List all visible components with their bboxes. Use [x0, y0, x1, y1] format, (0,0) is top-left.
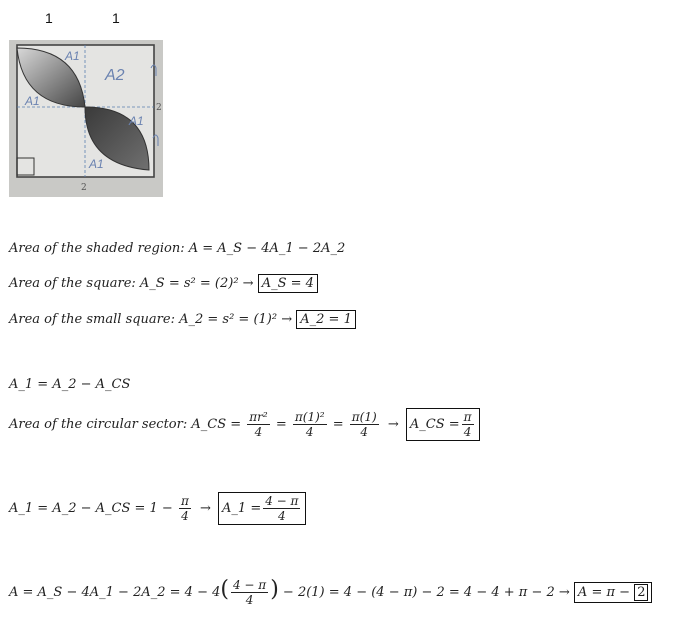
a1-calc-fraction: $\frac{\pi}{4}$ [180, 494, 189, 523]
equation-circular-sector: Area of the circular sector: A_CS = $\frac{\text{πr²}}{4}$ = $\frac{\text{π(1)²}}{4}$ = $\frac{\pi(1)}{4}$ → A_CS = $\frac{\pi}{4}$ [9, 408, 480, 441]
geometry-photo [9, 40, 163, 197]
sector-fraction-3: $\frac{\pi(1)}{4}$ [351, 410, 377, 439]
equation-final: A = A_S − 4A_1 − 2A_2 = 4 − 4( $\frac{4 - \pi}{4}$ ) − 2(1) = 4 − (4 − π) − 2 = 4 − 4 + π − 2 → A = π − 2 [9, 577, 652, 607]
label-a1-bottom: A1 [89, 157, 104, 171]
final-inner-box: 2 [634, 584, 648, 601]
sector-text: Area of the circular sector: A_CS = [9, 417, 242, 432]
final-text-2: − 2(1) = 4 − (4 − π) − 2 = 4 − 4 + π − 2 → [282, 585, 570, 600]
label-a1-top: A1 [65, 49, 80, 63]
equation-small-square [9, 310, 356, 329]
label-a1-left: A1 [25, 94, 40, 108]
top-number-1: 1 [45, 10, 53, 26]
final-result-box: A = π − 2 [574, 582, 653, 603]
square-result-box: A_S = 4 [258, 274, 318, 293]
top-number-2: 1 [112, 10, 120, 26]
side-length-right: 2 [156, 103, 162, 113]
small-square-result-box: A_2 = 1 [296, 310, 356, 329]
equation-shaded-region: Area of the shaded region: A = A_S − 4A_1 − 2A_2 [9, 241, 346, 256]
side-length-bottom: 2 [81, 183, 87, 193]
small-square-text: Area of the small square: A_2 = s² = (1)² → [9, 312, 293, 327]
final-fraction: $\frac{4 - \pi}{4}$ [232, 578, 267, 607]
equation-square [9, 274, 318, 293]
a1-calc-text: A_1 = A_2 − A_CS = 1 − [9, 501, 173, 516]
label-a2: A2 [105, 67, 125, 84]
sector-fraction-2: $\frac{\text{π(1)²}}{4}$ [294, 410, 325, 439]
equation-a1-calculation: A_1 = A_2 − A_CS = 1 − $\frac{\pi}{4}$ → A_1 = $\frac{4 - \pi}{4}$ [9, 492, 306, 525]
sector-fraction-1: $\frac{\text{πr²}}{4}$ [249, 410, 268, 439]
a1-result-box: A_1 = $\frac{4 - \pi}{4}$ [218, 492, 306, 525]
label-a1-right: A1 [129, 114, 144, 128]
final-text-1: A = A_S − 4A_1 − 2A_2 = 4 − 4 [9, 585, 221, 600]
square-text: Area of the square: A_S = s² = (2)² → [9, 276, 254, 291]
equation-a1-definition: A_1 = A_2 − A_CS [9, 377, 131, 392]
sector-result-box: A_CS = $\frac{\pi}{4}$ [406, 408, 480, 441]
